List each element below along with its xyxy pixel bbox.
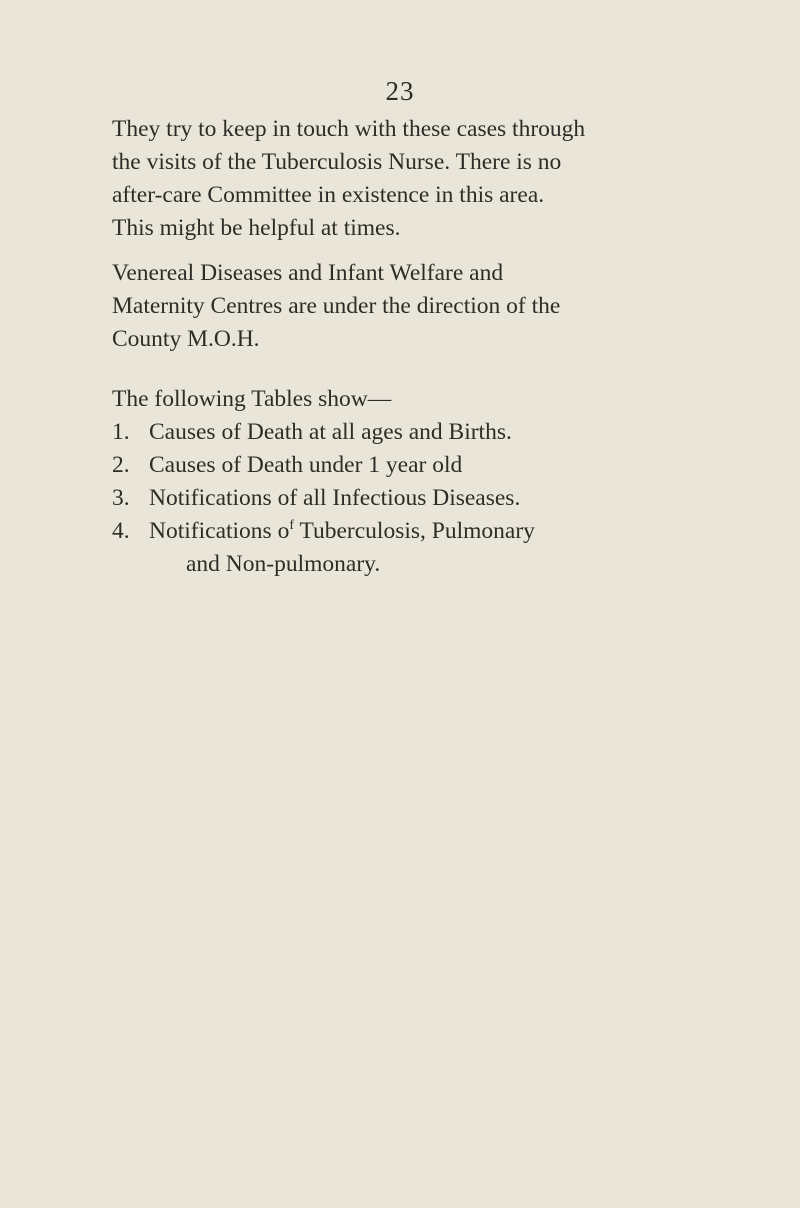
superscript-letter: f: [289, 518, 294, 533]
list-number: 1.: [112, 419, 130, 445]
tables-intro: [112, 383, 702, 416]
text-line: The following Tables show—: [112, 386, 392, 412]
list-item-text: [149, 515, 535, 581]
list-item-text-part: Tuberculosis, Pulmonary: [294, 518, 535, 544]
list-item-text: Causes of Death at all ages and Births.: [149, 419, 512, 445]
list-item: [112, 515, 702, 581]
text-line: They try to keep in touch with these cases through: [112, 116, 586, 142]
text-line: County M.O.H.: [112, 326, 260, 352]
list-number: 2.: [112, 452, 130, 478]
text-line: the visits of the Tuberculosis Nurse. There is no: [112, 149, 562, 175]
list-item: [112, 416, 702, 449]
list-item-continuation: and Non-pulmonary.: [186, 551, 381, 577]
paragraph-aftercare: [112, 113, 702, 245]
text-line: Venereal Diseases and Infant Welfare and: [112, 260, 504, 286]
list-item-text: Causes of Death under 1 year old: [149, 452, 463, 478]
body-text: [112, 113, 702, 581]
text-line: Maternity Centres are under the direction of the: [112, 293, 561, 319]
list-item: [112, 482, 702, 515]
paragraph-venereal-diseases: [112, 257, 702, 356]
text-line: after-care Committee in existence in this area.: [112, 182, 545, 208]
list-number: 4.: [112, 518, 130, 544]
list-item: [112, 449, 702, 482]
list-number: 3.: [112, 485, 130, 511]
list-item-text-part: Notifications o: [149, 518, 290, 544]
text-line: This might be helpful at times.: [112, 215, 401, 241]
tables-list: [112, 416, 702, 581]
list-item-text: Notifications of all Infectious Diseases.: [149, 485, 521, 511]
page-number: 23: [385, 76, 415, 106]
